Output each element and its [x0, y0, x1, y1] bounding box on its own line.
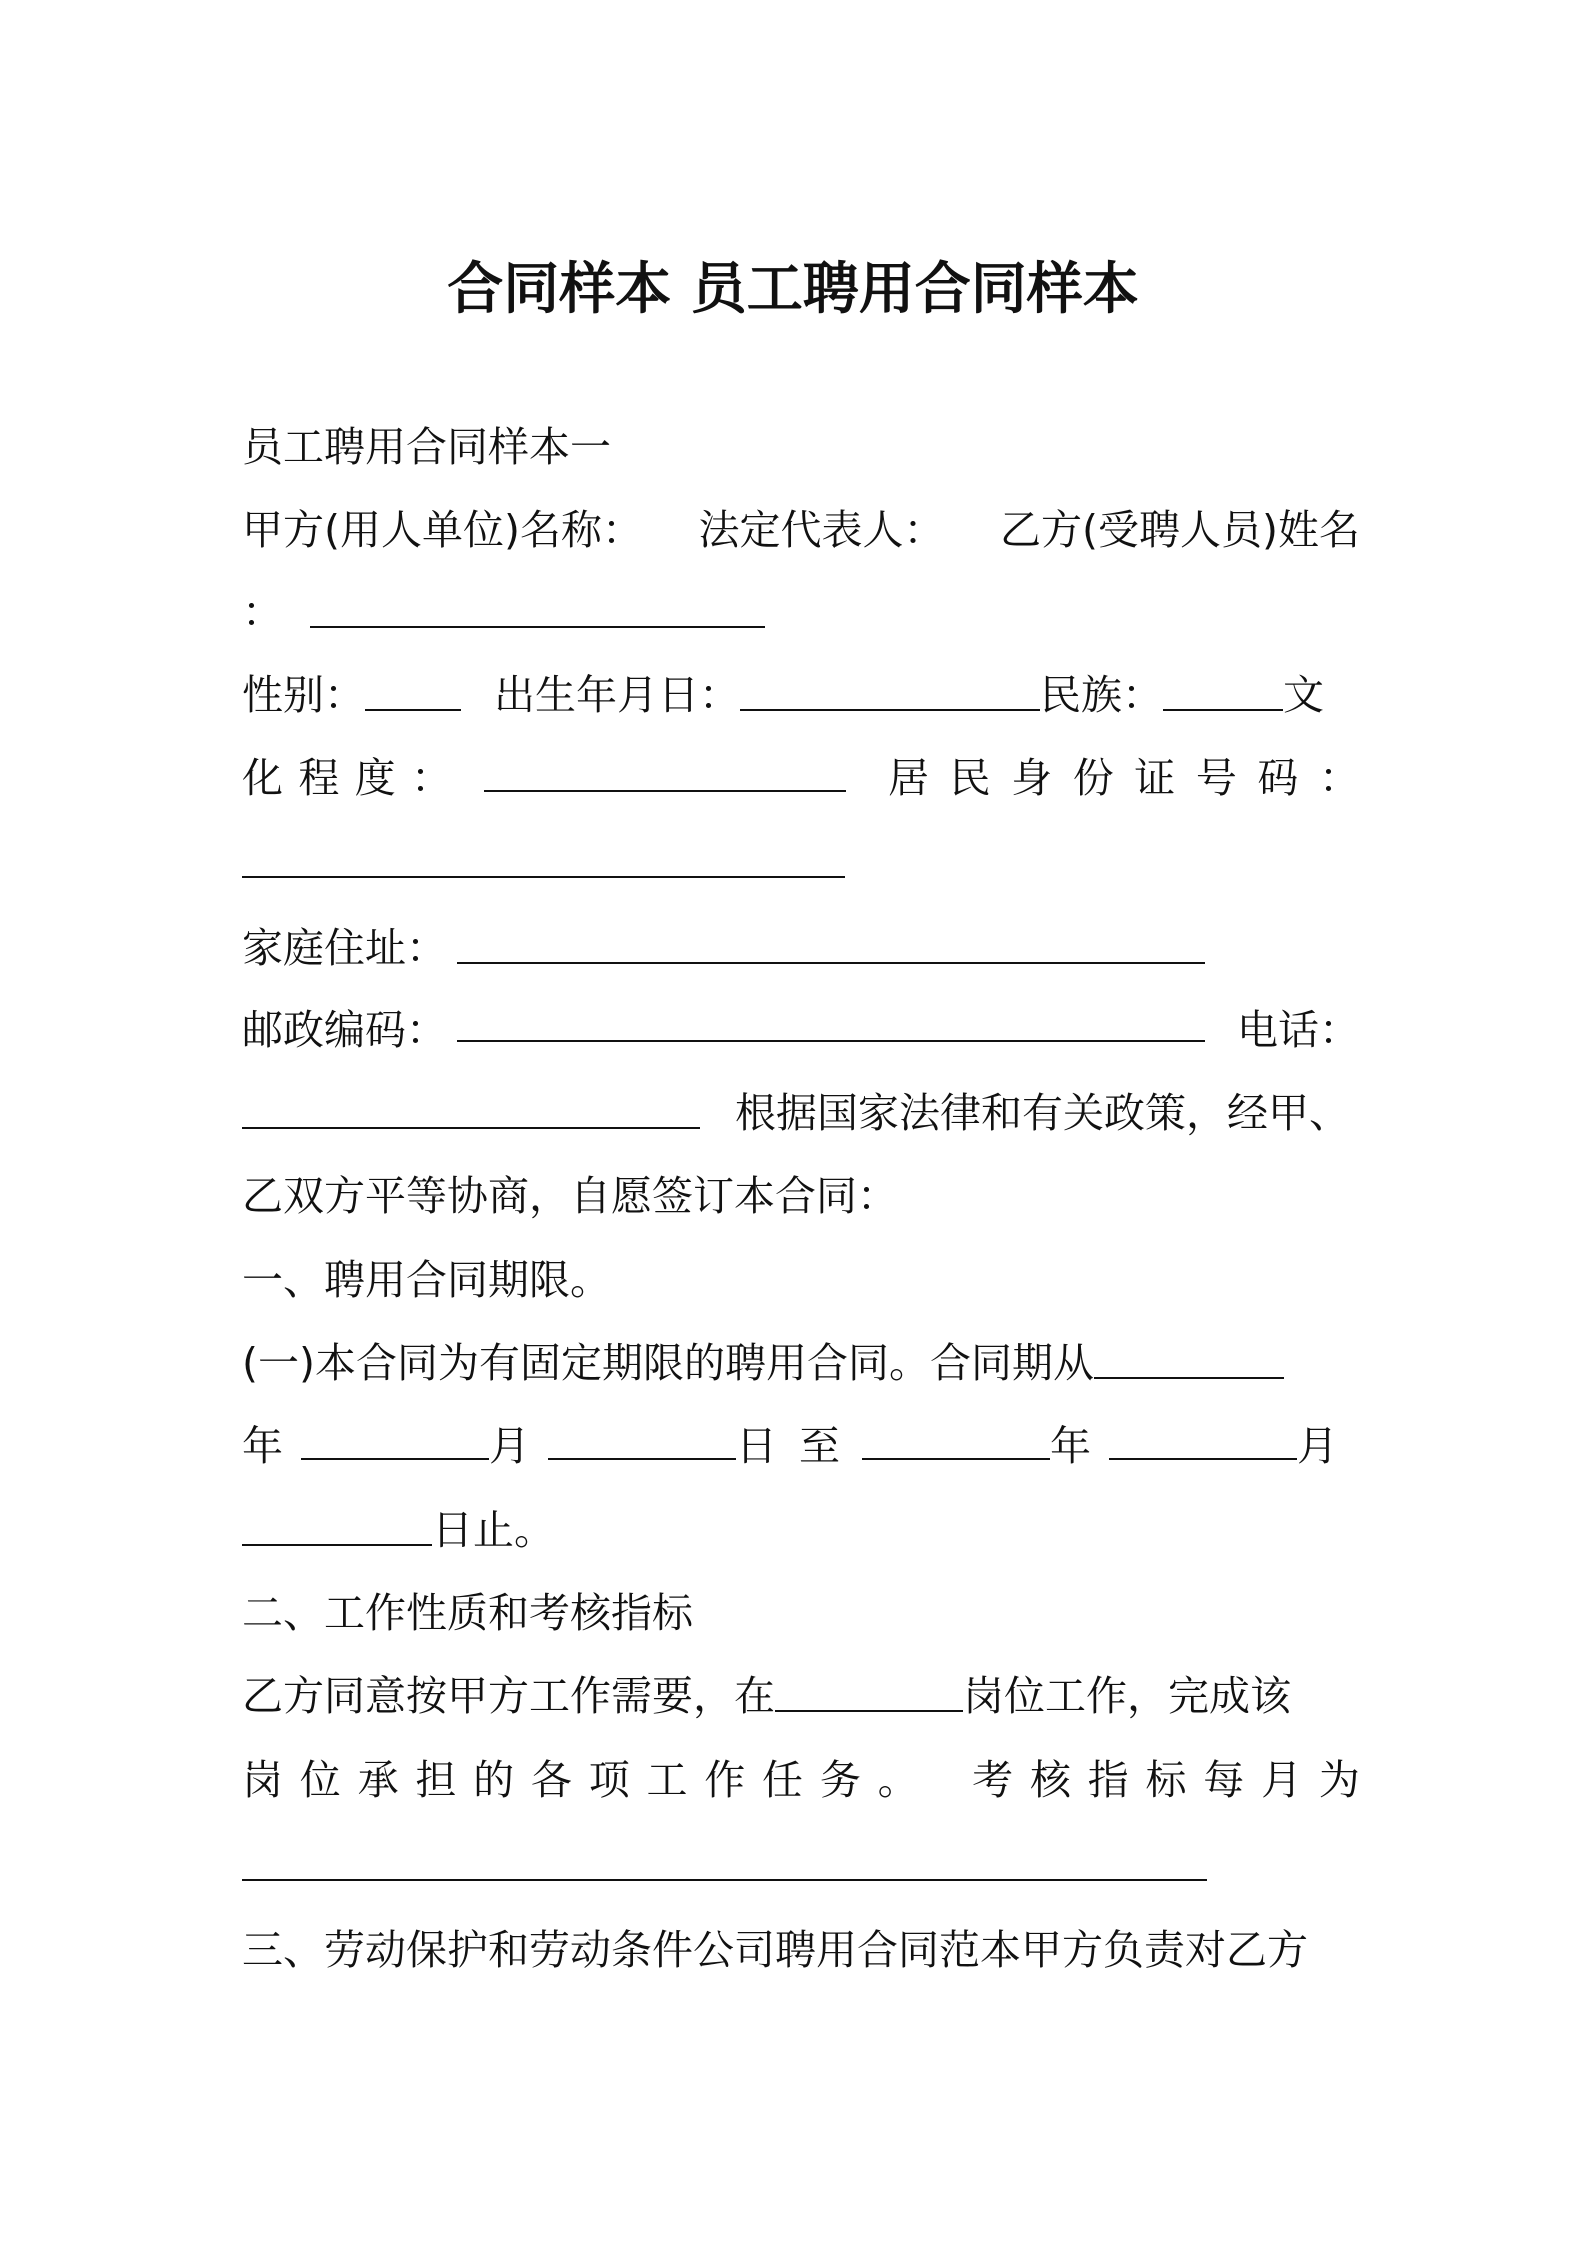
start-day-blank[interactable]	[548, 1418, 736, 1460]
basis-text: 根据国家法律和有关政策，经甲、	[735, 1089, 1351, 1137]
party-b-name-line	[242, 582, 1360, 642]
party-line	[242, 500, 1360, 560]
duties-line	[242, 1750, 1360, 1810]
position-blank[interactable]	[775, 1670, 963, 1712]
page-title: 合同样本 员工聘用合同样本	[447, 257, 1139, 322]
education-line	[242, 748, 1360, 808]
end-month-blank[interactable]	[1109, 1418, 1297, 1460]
duty-char: 岗	[242, 1756, 283, 1804]
phone-blank[interactable]	[242, 1087, 700, 1129]
year-label: 年	[242, 1422, 283, 1470]
edu-char: ：	[410, 754, 452, 802]
edu-char: 度	[354, 754, 396, 802]
edu-char: 程	[298, 754, 340, 802]
edu-label	[242, 748, 452, 808]
birth-blank[interactable]	[740, 669, 1040, 711]
id-char: 民	[949, 754, 991, 802]
basis-line	[242, 1083, 1360, 1143]
address-blank[interactable]	[457, 922, 1205, 964]
name-blank[interactable]	[310, 586, 765, 628]
birth-label: 出生年月日：	[494, 671, 741, 719]
edu-start: 文	[1283, 671, 1325, 719]
party-a-label: 甲方(用人单位)名称：	[242, 506, 643, 554]
day-to-label: 日至	[736, 1422, 862, 1470]
end-year-blank[interactable]	[862, 1418, 1050, 1460]
phone-label: 电话：	[1237, 1006, 1360, 1054]
gender-label: 性别：	[242, 671, 365, 719]
id-char: 份	[1072, 754, 1114, 802]
id-number-line	[242, 832, 1360, 892]
colon: ：	[242, 588, 283, 636]
position-text-b: 岗位工作，完成该	[963, 1672, 1291, 1720]
address-line	[242, 918, 1360, 978]
date-end-line	[242, 1500, 1360, 1560]
id-char: 码	[1257, 754, 1299, 802]
end-year-label: 年	[1050, 1422, 1091, 1470]
id-char: 居	[888, 754, 929, 802]
duty-gap	[935, 1750, 955, 1810]
end-month-label: 月	[1297, 1422, 1338, 1470]
gender-blank[interactable]	[365, 669, 461, 711]
duty-char: 工	[646, 1756, 688, 1804]
duty-char: 。	[877, 1756, 919, 1804]
assessment-line	[242, 1835, 1360, 1895]
edu-char: 化	[242, 754, 283, 802]
section-3-heading: 三、劳动保护和劳动条件公司聘用合同范本甲方负责对乙方	[242, 1926, 1308, 1974]
id-char: 号	[1195, 754, 1237, 802]
subtitle: 员工聘用合同样本一	[242, 423, 611, 471]
position-text-a: 乙方同意按甲方工作需要，在	[242, 1672, 775, 1720]
gender-line	[242, 665, 1360, 725]
duty-char: 标	[1145, 1756, 1187, 1804]
ethnic-label: 民族：	[1040, 671, 1164, 719]
duty-char: 为	[1318, 1756, 1360, 1804]
duty-char: 承	[357, 1756, 399, 1804]
ethnic-blank[interactable]	[1163, 669, 1283, 711]
date-line	[242, 1416, 1360, 1476]
assessment-blank[interactable]	[242, 1839, 1207, 1881]
contract-term-line	[242, 1333, 1360, 1393]
postcode-blank[interactable]	[457, 1000, 1205, 1042]
duty-char: 的	[473, 1756, 515, 1804]
duty-char: 担	[415, 1756, 457, 1804]
end-day-blank[interactable]	[242, 1504, 432, 1546]
basis-line-2: 乙双方平等协商，自愿签订本合同：	[242, 1172, 898, 1220]
duty-char: 项	[588, 1756, 630, 1804]
id-char: 身	[1011, 754, 1053, 802]
month-label: 月	[489, 1422, 530, 1470]
duty-char: 务	[819, 1756, 861, 1804]
party-b-label: 乙方(受聘人员)姓名	[1000, 506, 1360, 554]
id-label	[888, 748, 1360, 808]
duty-char: 指	[1087, 1756, 1129, 1804]
date-end-text: 日止。	[432, 1506, 555, 1554]
legal-rep-label: 法定代表人：	[698, 506, 945, 554]
address-label: 家庭住址：	[242, 924, 447, 972]
section-1-heading: 一、聘用合同期限。	[242, 1256, 611, 1304]
duty-char: 每	[1203, 1756, 1245, 1804]
start-month-blank[interactable]	[301, 1418, 489, 1460]
duty-char: 位	[299, 1756, 341, 1804]
postcode-label: 邮政编码：	[242, 1006, 447, 1054]
education-blank[interactable]	[484, 750, 846, 792]
contract-term-text: (一)本合同为有固定期限的聘用合同。合同期从	[242, 1339, 1094, 1387]
duty-char: 核	[1029, 1756, 1071, 1804]
duty-char: 作	[704, 1756, 746, 1804]
section-2-heading: 二、工作性质和考核指标	[242, 1589, 693, 1637]
duty-char: 月	[1261, 1756, 1303, 1804]
id-char: 证	[1134, 754, 1176, 802]
start-year-blank[interactable]	[1094, 1337, 1284, 1379]
postcode-line	[242, 1000, 1360, 1060]
position-line	[242, 1666, 1360, 1726]
id-char: ：	[1318, 754, 1360, 802]
duty-char: 任	[762, 1756, 804, 1804]
duty-char: 各	[530, 1756, 572, 1804]
id-number-blank[interactable]	[242, 836, 845, 878]
duty-char: 考	[972, 1756, 1014, 1804]
